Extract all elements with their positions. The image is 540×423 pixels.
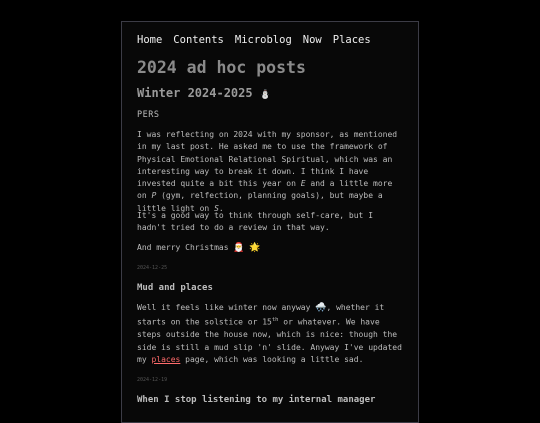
paragraph-self-care: It's a good way to think through self-care, but I hadn't tried to do a review in that way.: [137, 211, 374, 233]
category-label: PERS: [137, 110, 160, 120]
post-title-internal-manager: When I stop listening to my internal manager: [137, 395, 376, 405]
nav-now[interactable]: Now: [302, 34, 322, 46]
text: P: [151, 191, 157, 201]
text: and a little more on: [137, 179, 393, 201]
text: page, which was looking a little sad.: [180, 354, 364, 364]
post-date: 2024-12-19: [137, 377, 168, 383]
text: (gym, relfection, planning goals), but maybe a little light on: [137, 191, 383, 213]
post-date: 2024-12-25: [137, 265, 168, 271]
text: E: [300, 179, 306, 189]
santa-icon: 🎅: [233, 243, 245, 253]
places-link[interactable]: places: [151, 354, 181, 364]
paragraph-reflection: [137, 129, 405, 215]
page-title: 2024 ad hoc posts: [137, 58, 306, 77]
section-title-text: Winter 2024-2025: [137, 86, 253, 100]
star-icon: 🌟: [249, 243, 261, 253]
snow-cloud-icon: 🌨️: [315, 303, 327, 313]
text: .: [218, 203, 224, 213]
text: Well it feels like winter now anyway: [137, 303, 316, 312]
page-frame: [121, 21, 419, 423]
text: And merry Christmas: [137, 243, 234, 252]
text: , whether it starts on the solstice or 15: [137, 303, 385, 327]
post-title-mud-and-places: Mud and places: [137, 283, 213, 293]
superscript: th: [271, 317, 279, 324]
paragraph-mud-and-places: [137, 302, 405, 366]
section-title: [137, 86, 271, 100]
text: I was reflecting on 2024 with my sponsor, as mentioned in my last post. He asked me to use the framework of Physical Emotional Relational Spiritual, which was an interesting way to break it down. I think I have invested quite a bit this year on: [137, 130, 398, 189]
nav-microblog[interactable]: Microblog: [234, 34, 292, 46]
paragraph-christmas: [137, 242, 405, 254]
nav-contents[interactable]: Contents: [173, 34, 224, 46]
nav-home[interactable]: Home: [137, 34, 163, 46]
text: S: [214, 203, 219, 213]
snowman-icon: ⛄: [259, 90, 272, 100]
nav-places[interactable]: Places: [332, 34, 371, 46]
top-nav: [137, 28, 382, 47]
text: or whatever. We have steps outside the house now, which is nice: though the side is still a mud slip 'n' slide. Anyway I've updated my: [137, 317, 402, 364]
